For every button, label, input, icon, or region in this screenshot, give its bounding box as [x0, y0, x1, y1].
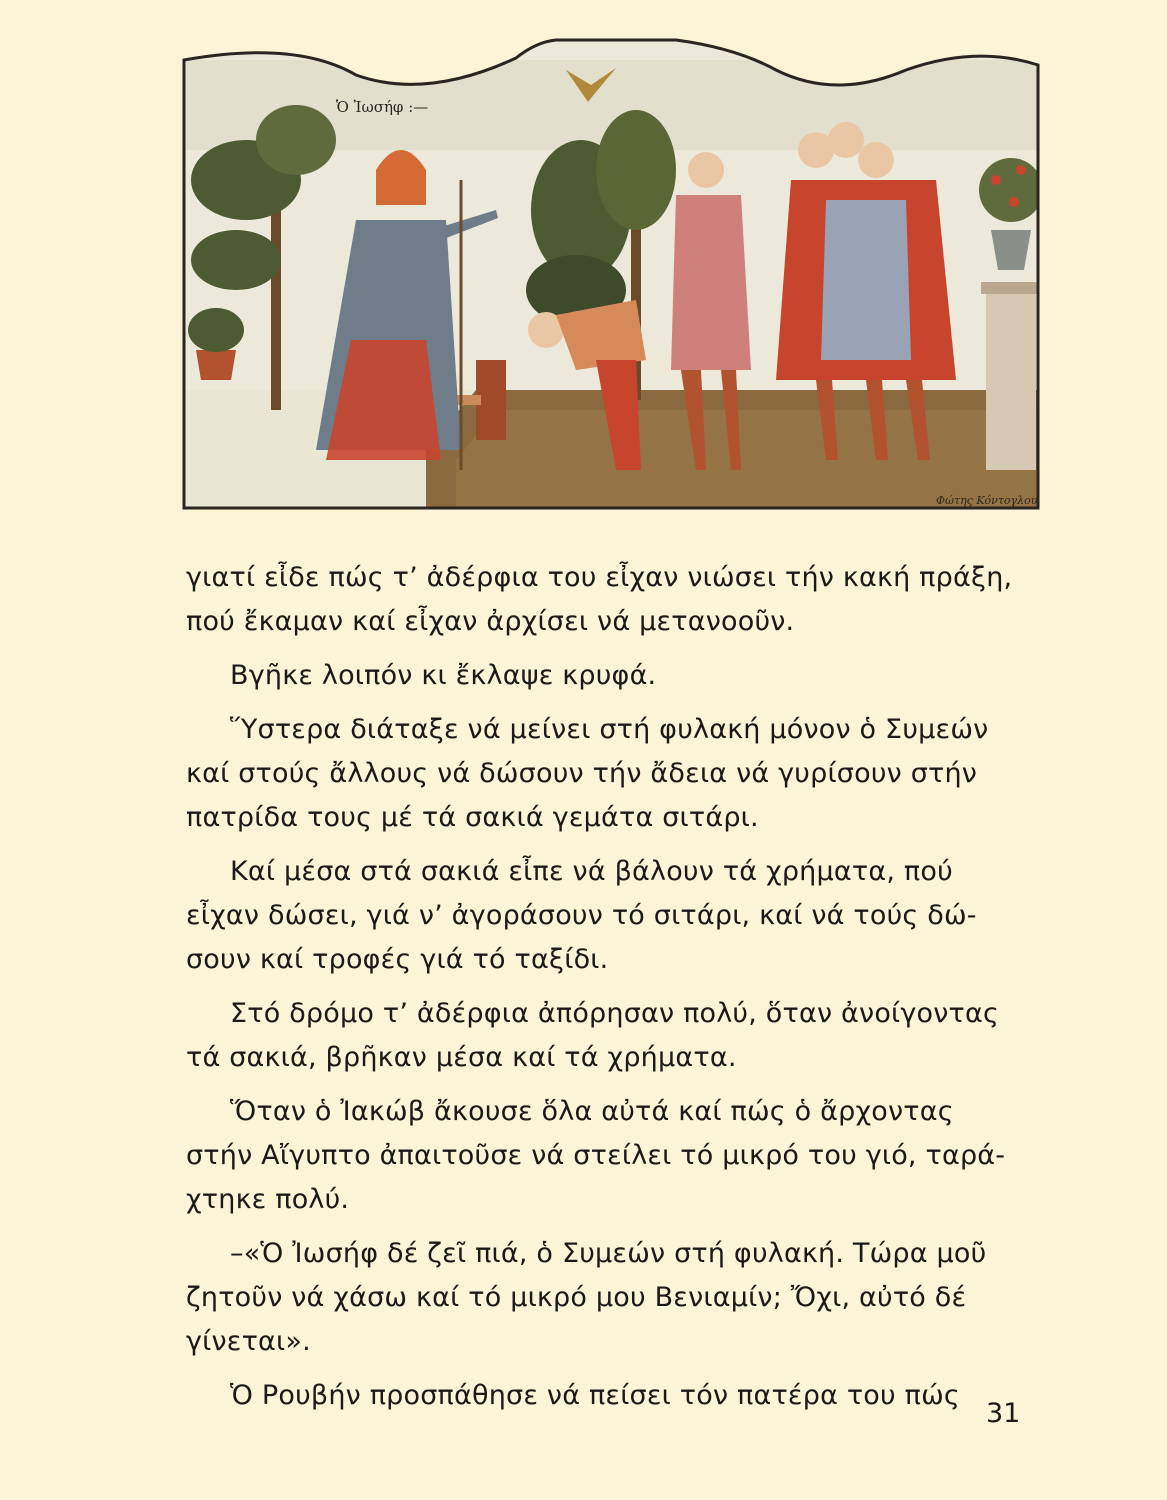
- paragraph-6: [186, 1090, 1046, 1222]
- text-line: Ὕστερα διάταξε νά μείνει στή φυλακή μόνον ὁ Συμεών: [230, 714, 989, 745]
- text-line: πατρίδα τους μέ τά σακιά γεμάτα σιτάρι.: [186, 802, 759, 833]
- page-number: 31: [986, 1398, 1021, 1429]
- paragraph-4: [186, 850, 1046, 982]
- paragraph-8: [186, 1374, 1046, 1418]
- text-line: πού ἔκαμαν καί εἶχαν ἀρχίσει νά μετανοοῦν.: [186, 606, 795, 637]
- text-line: σουν καί τροφές γιά τό ταξίδι.: [186, 944, 609, 975]
- paragraph-5: [186, 992, 1046, 1080]
- joseph-and-brothers-illustration: [176, 30, 1046, 520]
- paragraph-7: [186, 1232, 1046, 1364]
- text-line: Καί μέσα στά σακιά εἶπε νά βάλουν τά χρήματα, πού: [230, 856, 953, 887]
- text-line: χτηκε πολύ.: [186, 1184, 350, 1215]
- text-line: –«Ὁ Ἰωσήφ δέ ζεῖ πιά, ὁ Συμεών στή φυλακή. Τώρα μοῦ: [230, 1238, 987, 1269]
- body-text: [186, 556, 1046, 1418]
- text-line: γιατί εἶδε πώς τ’ ἀδέρφια του εἶχαν νιώσει τήν κακή πράξη,: [186, 562, 1013, 593]
- illustration-panel: [176, 30, 1046, 520]
- text-line: ζητοῦν νά χάσω καί τό μικρό μου Βενιαμίν; Ὄχι, αὐτό δέ: [186, 1282, 967, 1313]
- paragraph-2: [186, 654, 1046, 698]
- text-line: τά σακιά, βρῆκαν μέσα καί τά χρήματα.: [186, 1042, 737, 1073]
- text-line: Στό δρόμο τ’ ἀδέρφια ἀπόρησαν πολύ, ὅταν ἀνοίγοντας: [230, 998, 1000, 1029]
- text-line: Ὁ Ρουβήν προσπάθησε νά πείσει τόν πατέρα του πώς: [230, 1380, 960, 1411]
- illustration-signature: Φώτης Κόντογλου: [936, 494, 1038, 507]
- text-line: εἶχαν δώσει, γιά ν’ ἀγοράσουν τό σιτάρι, καί νά τούς δώ-: [186, 900, 977, 931]
- text-line: Ὅταν ὁ Ἰακώβ ἄκουσε ὅλα αὐτά καί πώς ὁ ἄρχοντας: [230, 1096, 954, 1127]
- paragraph-1: [186, 556, 1046, 644]
- illustration-caption: Ὁ Ἰωσήφ :—: [336, 98, 429, 116]
- text-line: γίνεται».: [186, 1326, 311, 1357]
- paragraph-3: [186, 708, 1046, 840]
- text-line: στήν Αἴγυπτο ἀπαιτοῦσε νά στείλει τό μικρό του γιό, ταρά-: [186, 1140, 1006, 1171]
- text-line: Βγῆκε λοιπόν κι ἔκλαψε κρυφά.: [230, 660, 657, 691]
- text-line: καί στούς ἄλλους νά δώσουν τήν ἄδεια νά γυρίσουν στήν: [186, 758, 978, 789]
